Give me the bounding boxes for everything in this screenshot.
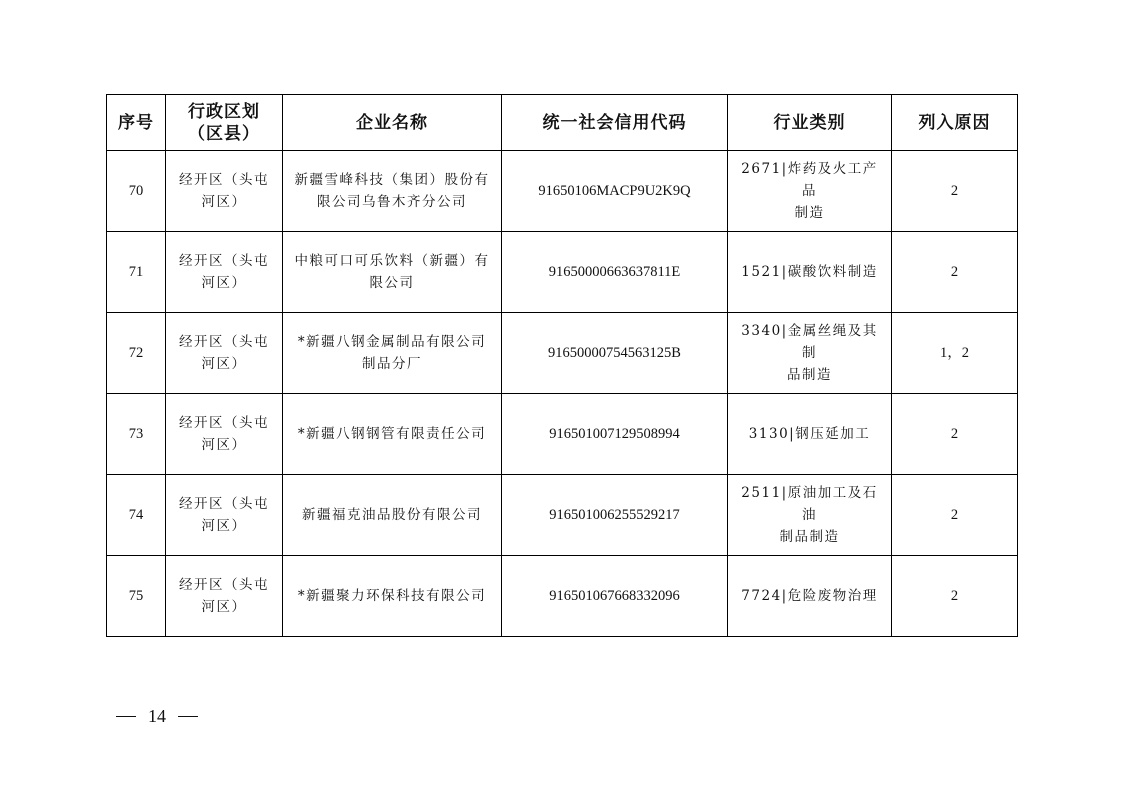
row-district-line2: 河区） [201,437,247,453]
row-industry-line1: 7724|危险废物治理 [741,588,878,604]
enterprise-list-table [106,94,1018,637]
row-district [166,151,283,232]
row-industry-line1: 2511|原油加工及石油 [741,485,878,523]
row-reason: 2 [892,556,1018,637]
row-district [166,556,283,637]
header-district-line1: 行政区划 [188,101,260,122]
row-company-line1: *新疆八钢钢管有限责任公司 [297,426,487,442]
row-index: 74 [107,475,166,556]
row-district-line1: 经开区（头屯 [179,577,269,593]
table-row [107,475,1018,556]
page-footer [116,706,198,727]
header-industry: 行业类别 [728,95,892,151]
table-row [107,556,1018,637]
table-row [107,394,1018,475]
row-industry [728,313,892,394]
header-index: 序号 [107,95,166,151]
row-district [166,313,283,394]
row-district [166,475,283,556]
row-credit-code: 91650000663637811E [502,232,728,313]
row-reason: 2 [892,151,1018,232]
row-credit-code: 916501067668332096 [502,556,728,637]
row-district-line2: 河区） [201,275,247,291]
row-district-line2: 河区） [201,599,247,615]
row-index: 73 [107,394,166,475]
row-credit-code: 91650106MACP9U2K9Q [502,151,728,232]
header-credit-code: 统一社会信用代码 [502,95,728,151]
row-index: 75 [107,556,166,637]
footer-dash-right [178,716,198,717]
row-industry-line2: 制造 [794,205,825,221]
row-district-line1: 经开区（头屯 [179,253,269,269]
row-district-line1: 经开区（头屯 [179,496,269,512]
row-industry-line1: 3130|钢压延加工 [748,426,871,442]
row-district-line2: 河区） [201,518,247,534]
row-credit-code: 916501007129508994 [502,394,728,475]
row-reason: 2 [892,232,1018,313]
footer-dash-left [116,716,136,717]
row-company [283,232,502,313]
row-reason: 2 [892,475,1018,556]
row-company-line1: 新疆福克油品股份有限公司 [302,507,482,523]
header-reason: 列入原因 [892,95,1018,151]
row-district-line1: 经开区（头屯 [179,172,269,188]
row-company [283,151,502,232]
row-industry-line2: 制品制造 [779,529,840,545]
row-company-line1: *新疆八钢金属制品有限公司 [297,334,487,350]
row-district [166,232,283,313]
row-company-line2: 制品分厂 [362,356,422,372]
header-district-line2: （区县） [188,123,260,144]
row-company-line1: 新疆雪峰科技（集团）股份有 [294,172,490,188]
table-row [107,151,1018,232]
table-row [107,313,1018,394]
row-company [283,313,502,394]
header-district [166,95,283,151]
table-header-row [107,95,1018,151]
row-credit-code: 91650000754563125B [502,313,728,394]
row-district-line1: 经开区（头屯 [179,415,269,431]
page-number: 14 [148,706,166,726]
row-industry-line1: 3340|金属丝绳及其制 [741,323,878,361]
row-district-line2: 河区） [201,194,247,210]
row-company-line1: 中粮可口可乐饮料（新疆）有 [294,253,490,269]
row-reason: 1，2 [892,313,1018,394]
row-industry [728,394,892,475]
row-industry-line2: 品制造 [787,367,832,383]
row-industry [728,151,892,232]
row-index: 72 [107,313,166,394]
row-industry [728,475,892,556]
row-company [283,394,502,475]
row-industry-line1: 2671|炸药及火工产品 [741,161,878,199]
row-company-line2: 限公司 [369,275,415,291]
row-index: 70 [107,151,166,232]
row-company-line1: *新疆聚力环保科技有限公司 [297,588,487,604]
row-district-line1: 经开区（头屯 [179,334,269,350]
table-row [107,232,1018,313]
row-company [283,556,502,637]
row-district [166,394,283,475]
row-index: 71 [107,232,166,313]
header-company: 企业名称 [283,95,502,151]
row-district-line2: 河区） [201,356,247,372]
row-company [283,475,502,556]
row-industry [728,556,892,637]
row-credit-code: 916501006255529217 [502,475,728,556]
row-industry-line1: 1521|碳酸饮料制造 [741,264,878,280]
row-industry [728,232,892,313]
row-company-line2: 限公司乌鲁木齐分公司 [317,194,467,210]
row-reason: 2 [892,394,1018,475]
